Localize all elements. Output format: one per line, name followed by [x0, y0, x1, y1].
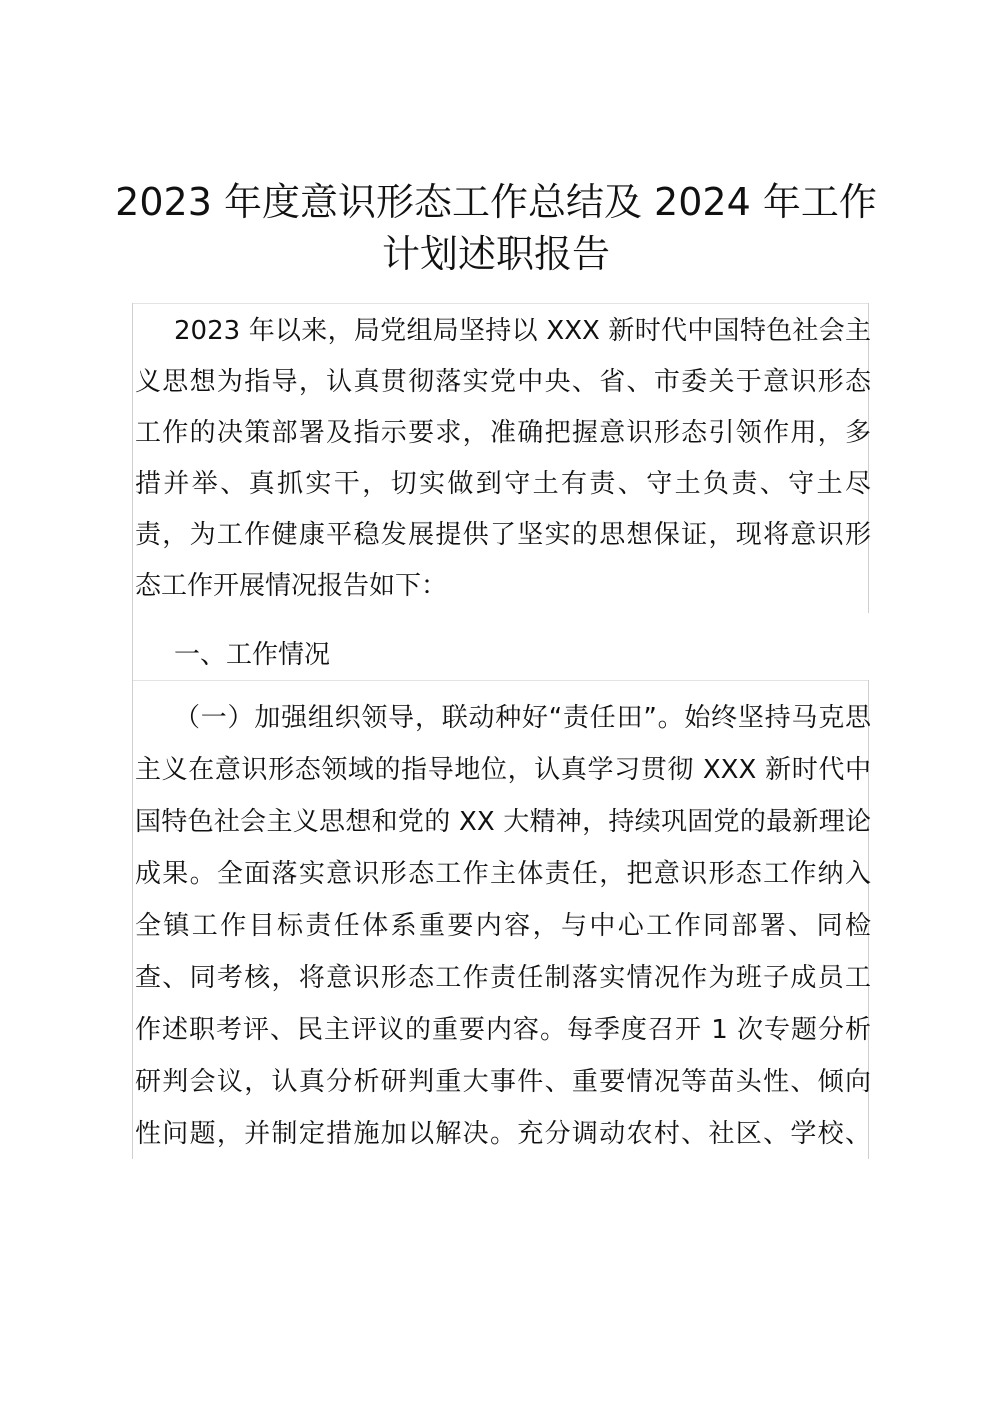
- paragraph-line: 全镇工作目标责任体系重要内容，与中心工作同部署、同检: [135, 911, 871, 941]
- paragraph-line: 性问题，并制定措施加以解决。充分调动农村、社区、学校、: [135, 1119, 871, 1149]
- section-heading: 一、工作情况: [174, 640, 331, 670]
- text-frame-left-border: [132, 303, 133, 1159]
- document-title-line-1: 2023 年度意识形态工作总结及 2024 年工作: [115, 180, 877, 224]
- paragraph-line: （一）加强组织领导，联动种好“责任田”。始终坚持马克思: [174, 703, 871, 733]
- paragraph-line: 研判会议，认真分析研判重大事件、重要情况等苗头性、倾向: [135, 1067, 871, 1097]
- paragraph-line: 成果。全面落实意识形态工作主体责任，把意识形态工作纳入: [135, 859, 871, 889]
- paragraph-line: 工作的决策部署及指示要求，准确把握意识形态引领作用，多: [135, 418, 871, 448]
- paragraph-line: 国特色社会主义思想和党的 XX 大精神，持续巩固党的最新理论: [135, 807, 871, 837]
- paragraph-line: 态工作开展情况报告如下：: [135, 571, 448, 601]
- paragraph-line: 主义在意识形态领域的指导地位，认真学习贯彻 XXX 新时代中: [135, 755, 871, 785]
- paragraph-line: 责，为工作健康平稳发展提供了坚实的思想保证，现将意识形: [135, 520, 871, 550]
- paragraph-line: 义思想为指导，认真贯彻落实党中央、省、市委关于意识形态: [135, 367, 871, 397]
- document-title-line-2: 计划述职报告: [381, 232, 610, 276]
- text-frame-middle-border: [132, 680, 868, 681]
- paragraph-line: 查、同考核，将意识形态工作责任制落实情况作为班子成员工: [135, 963, 871, 993]
- paragraph-line: 2023 年以来，局党组局坚持以 XXX 新时代中国特色社会主: [174, 316, 871, 346]
- paragraph-line: 作述职考评、民主评议的重要内容。每季度召开 1 次专题分析: [135, 1015, 871, 1045]
- text-frame-top-border: [132, 303, 868, 304]
- paragraph-line: 措并举、真抓实干，切实做到守土有责、守土负责、守土尽: [135, 469, 871, 499]
- text-frame-right-border: [868, 303, 869, 613]
